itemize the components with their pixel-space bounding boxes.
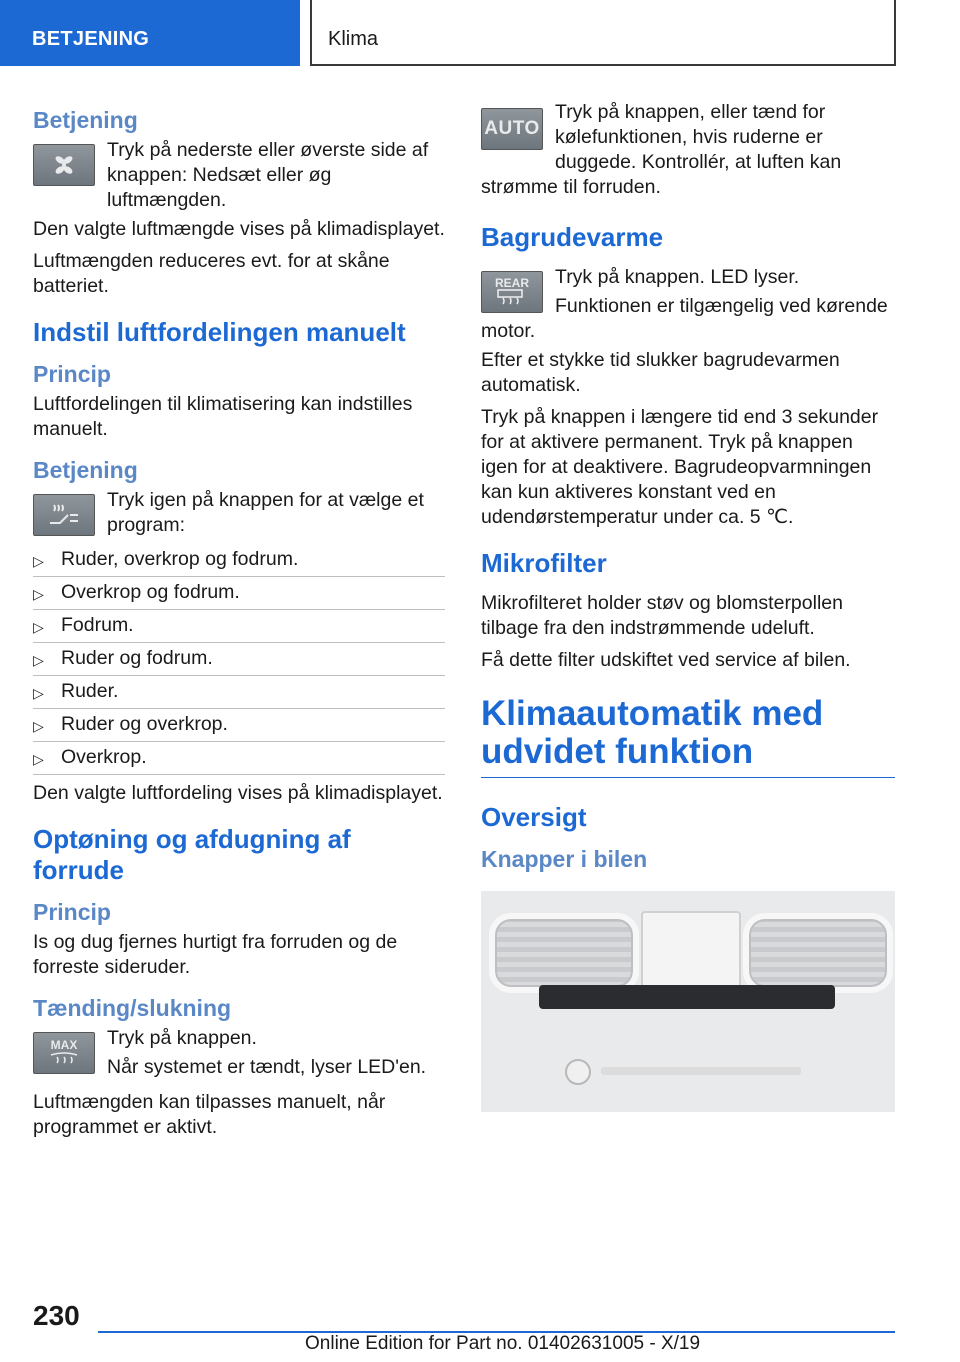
fan-text: Tryk på nederste eller øverste side af knappen: Nedsæt eller øg luftmængden. <box>107 139 429 211</box>
rear-text-4: Tryk på knappen i længere tid end 3 sekunder for at aktivere permanent. Tryk på knappen igen for at deaktivere. Bagrudeopvarmningen kan kun aktiveres konstant ved en udendørstemperatur under ca. 5 ℃. <box>481 406 879 528</box>
triangle-bullet-icon: ▷ <box>33 652 44 668</box>
mikro-text-2: Få dette filter udskiftet ved service af bilen. <box>481 649 851 671</box>
heading-princip-2: Princip <box>33 899 111 925</box>
cd-slot <box>601 1067 801 1075</box>
heading-taending: Tænding/slukning <box>33 995 232 1021</box>
list-item: ▷ Overkrop. <box>33 742 445 775</box>
edition-text: Online Edition for Part no. 01402631005 - X/19 <box>305 1333 701 1354</box>
chapter-title: Klima <box>328 28 379 50</box>
heading-indstil: Indstil luftfordelingen manuelt <box>33 317 406 347</box>
heading-optoning: Optøning og afdugning af forrude <box>33 824 351 885</box>
auto-text: Tryk på knappen, eller tænd for kølefunktionen, hvis ruderne er duggede. Kontrollér, at luften kan strømme til forruden. <box>481 101 842 198</box>
list-item: ▷ Ruder, overkrop og fodrum. <box>33 544 445 577</box>
page-header <box>0 0 960 66</box>
triangle-bullet-icon: ▷ <box>33 619 44 635</box>
list-item: ▷ Fodrum. <box>33 610 445 643</box>
heading-mikrofilter: Mikrofilter <box>481 548 607 578</box>
right-vent <box>743 913 893 993</box>
triangle-bullet-icon: ▷ <box>33 751 44 767</box>
volume-knob <box>565 1059 591 1085</box>
auto-icon: AUTO <box>481 108 543 150</box>
page-number: 230 <box>33 1300 80 1331</box>
triangle-bullet-icon: ▷ <box>33 718 44 734</box>
section-tab <box>0 0 300 66</box>
left-vent <box>489 913 639 993</box>
princip-text: Luftfordelingen til klimatisering kan indstilles manuelt. <box>33 393 413 440</box>
list-item: ▷ Overkrop og fodrum. <box>33 577 445 610</box>
auto-instruction <box>481 100 895 200</box>
heading-oversigt: Oversigt <box>481 802 587 832</box>
climate-panel-photo <box>481 891 895 1112</box>
fan-instruction <box>33 138 445 213</box>
left-column <box>33 100 445 1147</box>
list-item: ▷ Ruder og fodrum. <box>33 643 445 676</box>
heading-betjening: Betjening <box>33 107 138 133</box>
heading-betjening-2: Betjening <box>33 457 138 483</box>
triangle-bullet-icon: ▷ <box>33 685 44 701</box>
max-instruction <box>33 1026 445 1080</box>
list-item: ▷ Ruder og overkrop. <box>33 709 445 742</box>
rear-text-3: Efter et stykke tid slukker bagrudevarmen automatisk. <box>481 349 840 396</box>
rear-instruction <box>481 265 895 344</box>
reduce-text: Luftmængden reduceres evt. for at skåne batteriet. <box>33 250 390 297</box>
rear-text-2: Funktionen er tilgængelig ved kørende motor. <box>481 295 888 342</box>
right-column <box>481 100 895 1112</box>
climate-button-panel <box>539 985 835 1009</box>
heading-knapper: Knapper i bilen <box>481 846 648 872</box>
mikro-text-1: Mikrofilteret holder støv og blomsterpollen tilbage fra den indstrømmende udeluft. <box>481 592 843 639</box>
list-item: ▷ Ruder. <box>33 676 445 709</box>
max-text-1: Tryk på knappen. <box>107 1027 257 1049</box>
triangle-bullet-icon: ▷ <box>33 586 44 602</box>
fordeling-text: Den valgte luftfordeling vises på klimadisplayet. <box>33 782 443 804</box>
section-title: BETJENING <box>32 28 150 50</box>
program-text: Tryk igen på knappen for at vælge et program: <box>107 489 424 536</box>
heading-klimaautomatik: Klimaautomatik med udvidet funktion <box>481 695 895 778</box>
rear-defrost-icon: REAR <box>481 271 543 313</box>
chapter-tab <box>310 0 896 66</box>
max-defrost-icon: MAX <box>33 1032 95 1074</box>
princip2-text: Is og dug fjernes hurtigt fra forruden og de forreste sideruder. <box>33 931 398 978</box>
triangle-bullet-icon: ▷ <box>33 553 44 569</box>
manuelt-text: Luftmængden kan tilpasses manuelt, når programmet er aktivt. <box>33 1091 386 1138</box>
heading-bagrude: Bagrudevarme <box>481 222 664 252</box>
program-list <box>33 544 445 775</box>
heading-princip: Princip <box>33 361 111 387</box>
air-distribution-icon <box>33 494 95 536</box>
fan-icon <box>33 144 95 186</box>
airflow-instruction <box>33 488 445 538</box>
max-text-2: Når systemet er tændt, lyser LED'en. <box>107 1056 427 1078</box>
display-text: Den valgte luftmængde vises på klimadisplayet. <box>33 218 445 240</box>
rear-text-1: Tryk på knappen. LED lyser. <box>555 266 800 288</box>
